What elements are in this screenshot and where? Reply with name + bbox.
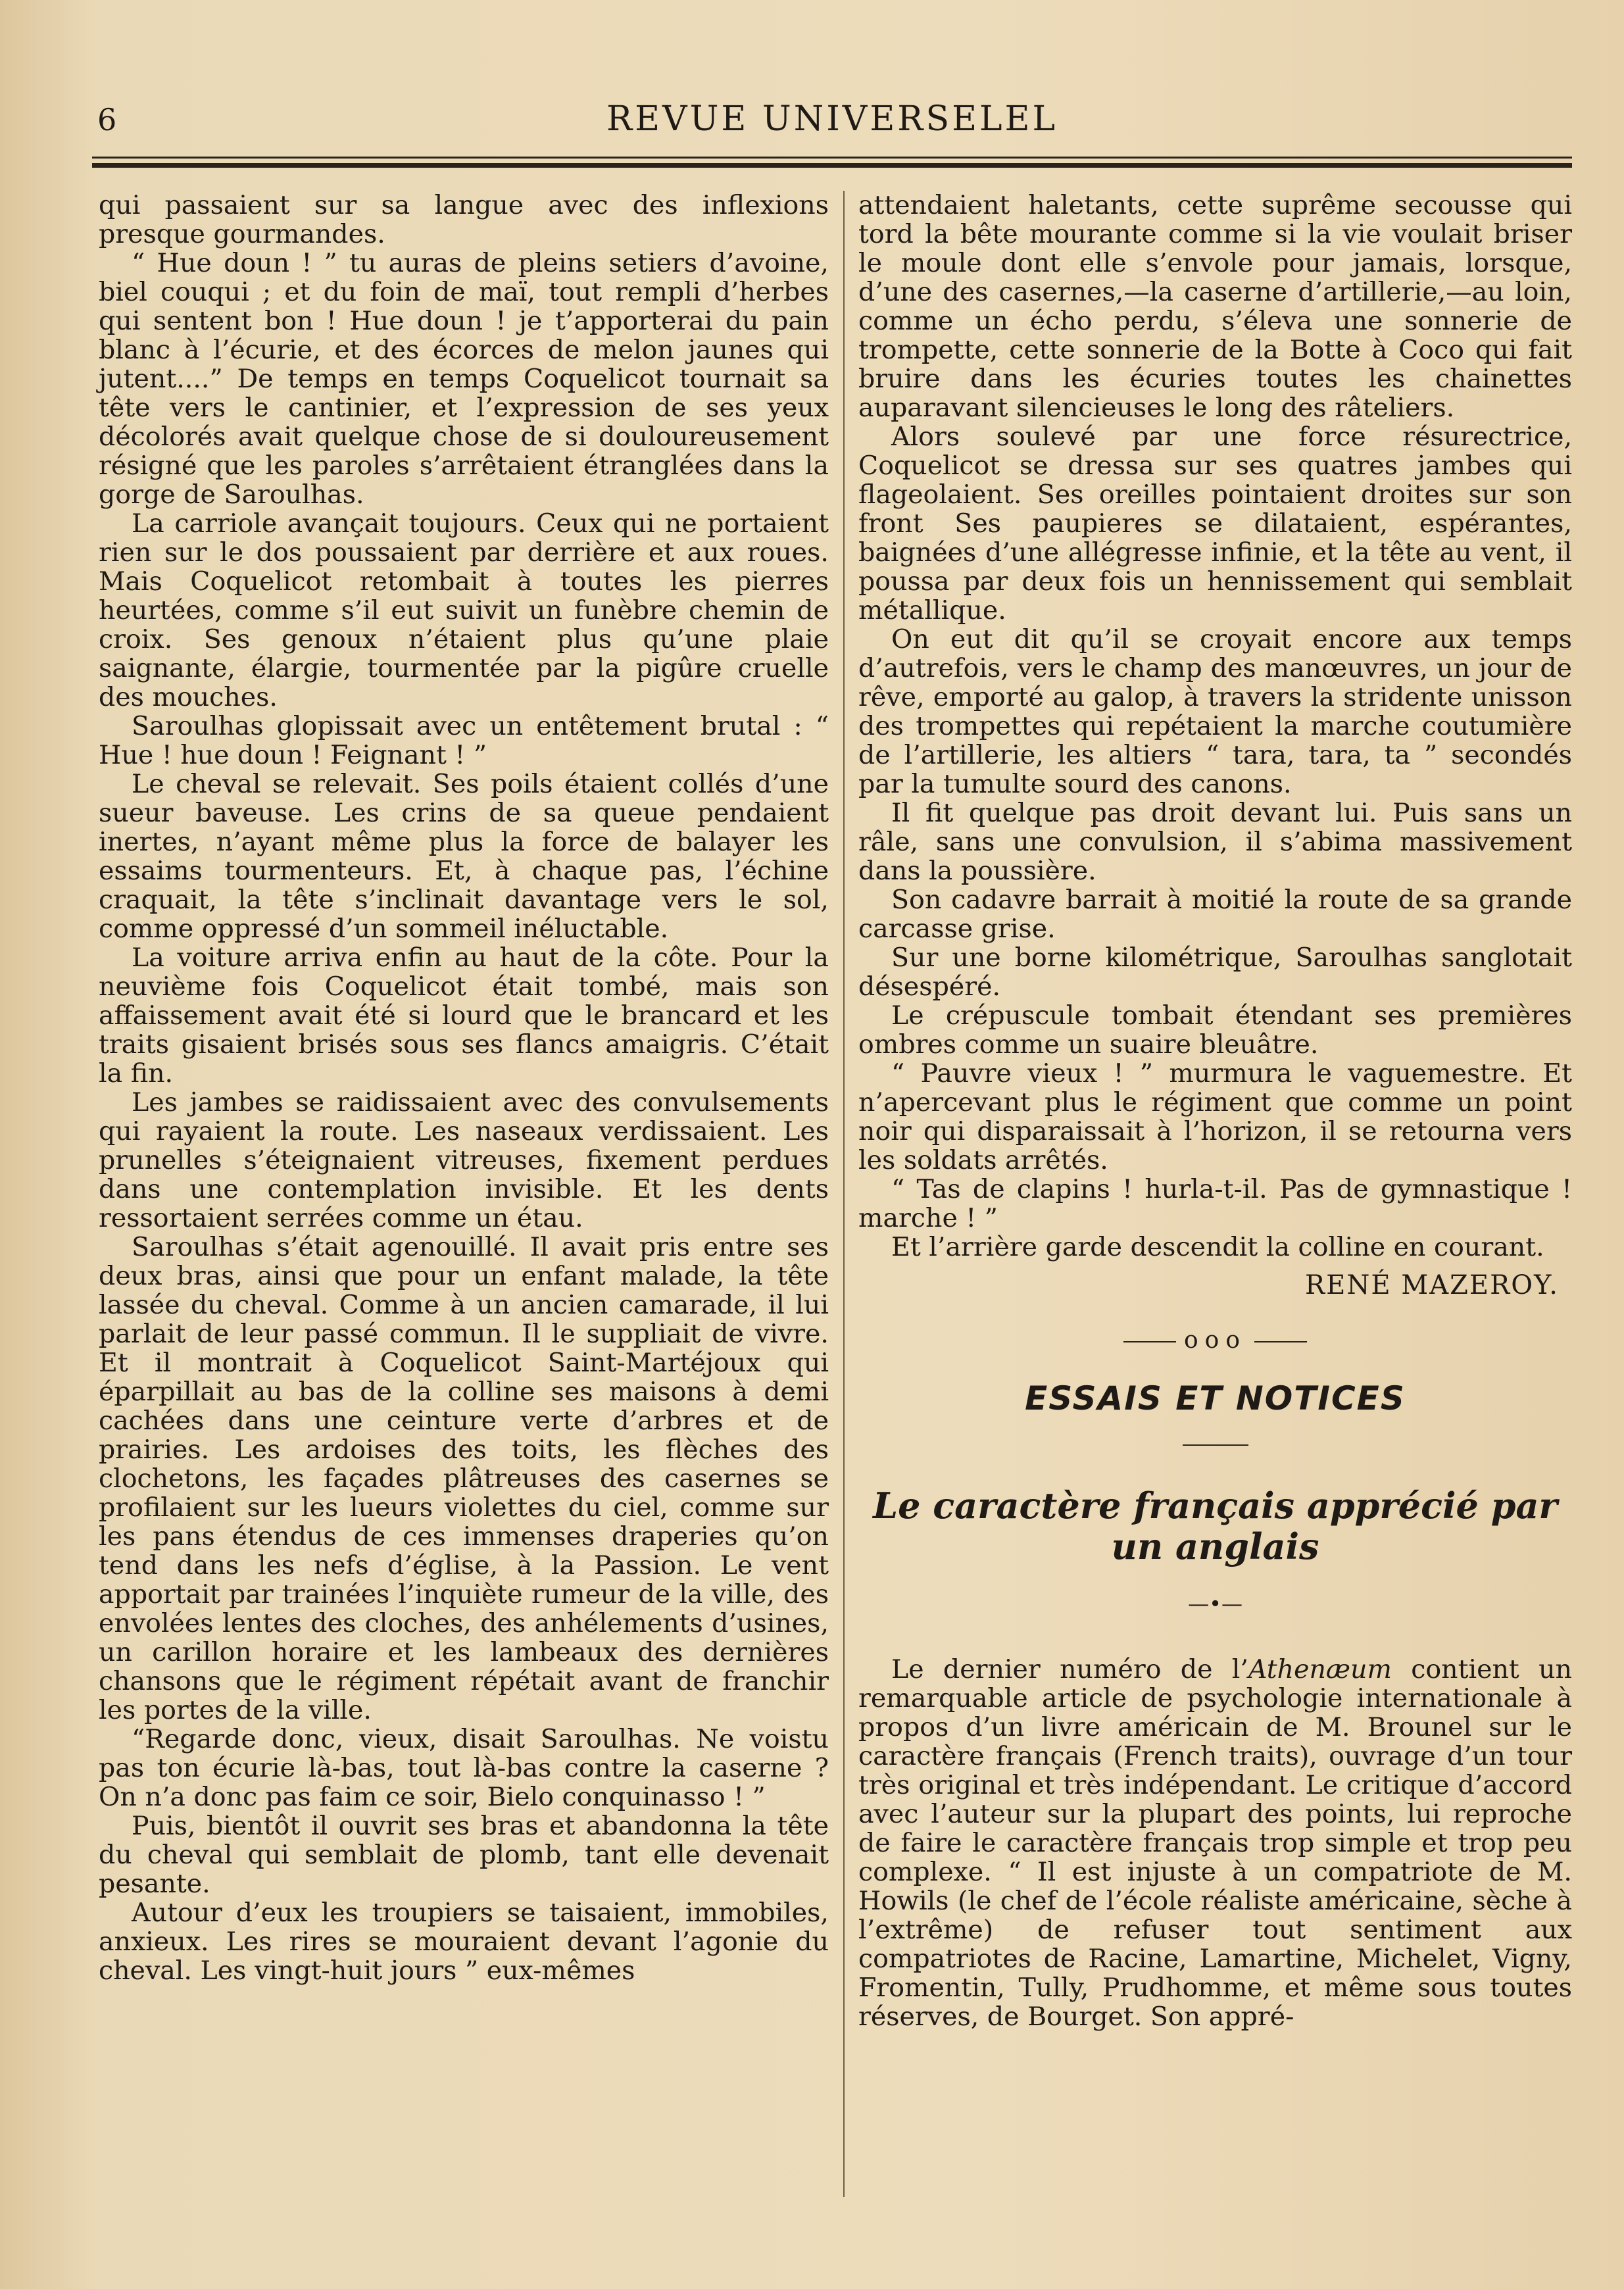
paragraph: On eut dit qu’il se croyait encore aux temps d’autrefois, vers le champ des manœuvres, un jour de rêve, emporté au galop, à travers la stridente unisson des trompettes qui repétaient la marche coutumière de l’artillerie, les altiers “ tara, tara, ta ” secondés par la tumulte sourd des canons. xyxy=(858,624,1572,799)
paragraph: Le crépuscule tombait étendant ses premières ombres comme un suaire bleuâtre. xyxy=(858,1000,1572,1060)
paragraph: Alors soulevé par une force résurectrice, Coquelicot se dressa sur ses quatres jambes qui flageolaient. Ses oreilles pointaient droites sur son front Ses paupieres se dilataient, espérantes, baignées d’une allégresse infinie, et la tête au vent, il poussa par deux fois un hennissement qui semblait métallique. xyxy=(858,422,1572,626)
section-rule xyxy=(1183,1444,1248,1446)
paragraph: Les jambes se raidissaient avec des convulsements qui rayaient la route. Les naseaux verdissaient. Les prunelles s’éteignaient vitreuses, fixement perdues dans une contemplation invisible. Et les dents ressortaient serrées comme un étau. xyxy=(99,1087,829,1233)
paragraph: “ Hue doun ! ” tu auras de pleins setiers d’avoine, biel couqui ; et du foin de maï, tout rempli d’herbes qui sentent bon ! Hue doun ! je t’apporterai du pain blanc à l’écurie, et des écorces de melon jaunes qui jutent....” De temps en temps Coquelicot tournait sa tête vers le cantinier, et l’expression de ses yeux décolorés avait quelque chose de si douloureusement résigné que les paroles s’arrêtaient étranglées dans la gorge de Saroulhas. xyxy=(99,248,829,510)
paragraph: Le cheval se relevait. Ses poils étaient collés d’une sueur baveuse. Les crins de sa queue pendaient inertes, n’ayant même plus la force de balayer les essaims tourmenteurs. Et, à chaque pas, l’échine craquait, la tête s’inclinait davantage vers le sol, comme oppressé d’un sommeil inéluctable. xyxy=(99,769,829,944)
ornament-line-right xyxy=(1254,1341,1307,1342)
left-column xyxy=(99,191,829,1985)
section-title: ESSAIS ET NOTICES xyxy=(1025,1379,1406,1417)
paragraph: “ Pauvre vieux ! ” murmura le vaguemestre. Et n’apercevant plus le régiment que comme un point noir qui disparaissait à l’horizon, il se retourna vers les soldats arrêtés. xyxy=(858,1058,1572,1175)
article-text-rest: contient un remarquable article de psychologie internationale à propos d’un livre américain de M. Brounel sur le caractère français (French traits), ouvrage d’un tour très original et très indépendant. Le critique d’accord avec l’auteur sur la plupart des points, lui reproche de faire le caractère français trop simple et trop peu complexe. “ Il est injuste à un compatriote de M. Howils (le chef de l’école réaliste américaine, sèche à l’extrême) de refuser tout sentiment aux compatriotes de Racine, Lamartine, Michelet, Vigny, Fromentin, Tully, Prudhomme, et même sous toutes réserves, de Bourget. Son appré- xyxy=(858,1654,1572,2032)
paragraph: qui passaient sur sa langue avec des inflexions presque gourmandes. xyxy=(99,190,829,249)
ornament-circles: ooo xyxy=(1183,1327,1247,1354)
header-rule-thick xyxy=(92,163,1572,168)
paragraph: Il fit quelque pas droit devant lui. Puis sans un râle, sans une convulsion, il s’abima massivement dans la poussière. xyxy=(858,798,1572,886)
article-title: Le caractère français apprécié par un anglais xyxy=(873,1485,1558,1567)
paragraph: Autour d’eux les troupiers se taisaient, immobiles, anxieux. Les rires se mouraient devant l’agonie du cheval. Les vingt-huit jours ” eux-mêmes xyxy=(99,1898,829,1986)
paragraph: Puis, bientôt il ouvrit ses bras et abandonna la tête du cheval qui semblait de plomb, tant elle devenait pesante. xyxy=(99,1811,829,1899)
author-signature: RENÉ MAZEROY. xyxy=(1305,1270,1559,1300)
paragraph: La voiture arriva enfin au haut de la côte. Pour la neuvième fois Coquelicot était tombé, mais son affaissement avait été si lourd que le brancard et les traits gisaient brisés sous ses flancs amaigris. C’était la fin. xyxy=(99,943,829,1089)
right-column xyxy=(858,191,1572,2031)
paragraph: Son cadavre barrait à moitié la route de sa grande carcasse grise. xyxy=(858,885,1572,944)
paragraph: “Regarde donc, vieux, disait Saroulhas. Ne voistu pas ton écurie là-bas, tout là-bas contre la caserne ? On n’a donc pas faim ce soir, Bielo conquinasso ! ” xyxy=(99,1724,829,1812)
paragraph: Saroulhas s’était agenouillé. Il avait pris entre ses deux bras, ainsi que pour un enfant malade, la tête lassée du cheval. Comme à un ancien camarade, il lui parlait de leur passé commun. Il le suppliait de vivre. Et il montrait à Coquelicot Saint-Martéjoux qui éparpillait au bas de la colline ses maisons à demi cachées dans une ceinture verte d’arbres et de prairies. Les ardoises des toits, les flèches des clochetons, les façades plâtreuses des casernes se profilaient sur les lueurs violettes du ciel, comme sur les pans étendus de ces immenses draperies qu’on tend dans les nefs d’église, à la Passion. Le vent apportait par trainées l’inquiète rumeur de la ville, des envolées lentes des cloches, des anhélements d’usines, un carillon horaire et les lambeaux des dernières chansons que le régiment répétait avant de franchir les portes de la ville. xyxy=(99,1232,829,1725)
title-dash-ornament: —•— xyxy=(1188,1591,1243,1616)
publication-name: Athenæum xyxy=(1248,1654,1392,1685)
running-title: REVUE UNIVERSELEL xyxy=(606,99,1058,139)
paragraph: Saroulhas glopissait avec un entêtement brutal : “ Hue ! hue doun ! Feignant ! ” xyxy=(99,711,829,770)
paragraph: “ Tas de clapins ! hurla-t-il. Pas de gymnastique ! marche ! ” xyxy=(858,1174,1572,1233)
paragraph: Et l’arrière garde descendit la colline en courant. xyxy=(891,1232,1544,1262)
header-rule-thin xyxy=(92,157,1572,159)
section-ornament xyxy=(858,1326,1572,1355)
paragraph: attendaient haletants, cette suprême secousse qui tord la bête mourante comme si la vie voulait briser le moule dont elle s’envole pour jamais, lorsque, d’une des casernes,—la caserne d’artillerie,—au loin, comme un écho perdu, s’éleva une sonnerie de trompette, cette sonnerie de la Botte à Coco qui fait bruire dans les écuries toutes les chainettes auparavant silencieuses le long des râteliers. xyxy=(858,190,1572,423)
page-header xyxy=(92,95,1572,141)
paragraph: La carriole avançait toujours. Ceux qui ne portaient rien sur le dos poussaient par derrière et aux roues. Mais Coquelicot retombait à toutes les pierres heurtées, comme s’il eut suivit un funèbre chemin de croix. Ses genoux n’étaient plus qu’une plaie saignante, élargie, tourmentée par la pigûre cruelle des mouches. xyxy=(99,508,829,712)
column-divider xyxy=(843,191,845,2197)
ornament-line-left xyxy=(1123,1341,1176,1342)
article-text-start: Le dernier numéro de l’ xyxy=(891,1654,1248,1685)
page-number: 6 xyxy=(97,102,117,137)
paragraph: Sur une borne kilométrique, Saroulhas sanglotait désespéré. xyxy=(858,943,1572,1002)
article-paragraph xyxy=(858,1655,1572,2031)
